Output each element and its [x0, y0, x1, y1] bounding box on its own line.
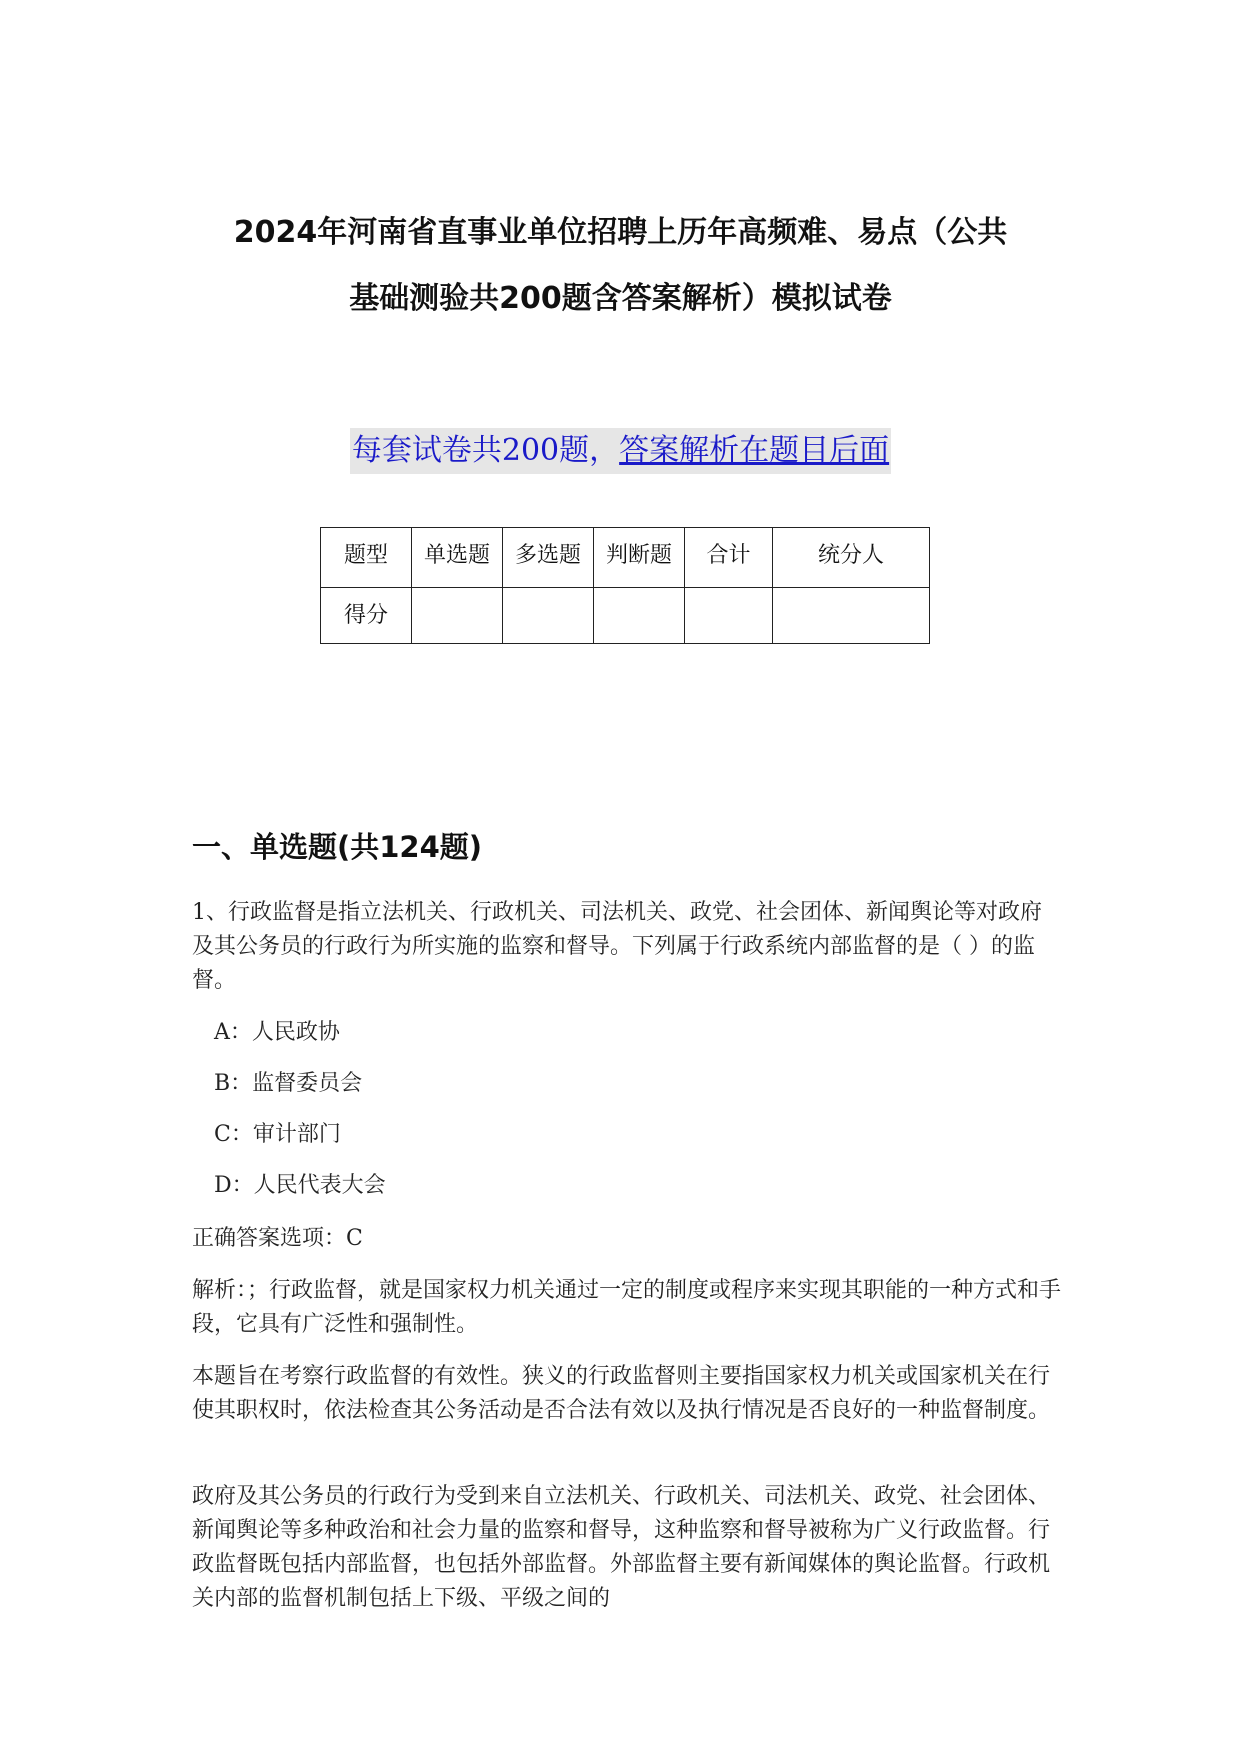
score-cell-judge[interactable]	[594, 588, 685, 644]
header-cell-scorer: 统分人	[773, 528, 930, 588]
header-cell-total: 合计	[685, 528, 773, 588]
header-cell-multi: 多选题	[503, 528, 594, 588]
header-cell-single: 单选题	[412, 528, 503, 588]
score-table-score-row	[321, 588, 930, 644]
correct-answer: 正确答案选项：C	[192, 1226, 363, 1251]
section-heading: 一、单选题(共124题)	[192, 830, 483, 864]
title-line-2: 基础测验共200题含答案解析）模拟试卷	[349, 281, 892, 316]
option-a: A：人民政协	[214, 1020, 340, 1045]
subtitle-wrap	[0, 428, 1241, 474]
row-label-score: 得分	[321, 588, 412, 644]
subtitle	[350, 428, 891, 474]
score-table-header-row	[321, 528, 930, 588]
document-title	[150, 200, 1091, 332]
score-cell-multi[interactable]	[503, 588, 594, 644]
option-c: C：审计部门	[214, 1122, 341, 1147]
subtitle-part-1: 每套试卷共200题，	[351, 433, 620, 468]
question-stem: 1、行政监督是指立法机关、行政机关、司法机关、政党、社会团体、新闻舆论等对政府及其公务员的行政行为所实施的监察和督导。下列属于行政系统内部监督的是（ ）的监督。	[192, 900, 1042, 993]
score-cell-total[interactable]	[685, 588, 773, 644]
option-b: B：监督委员会	[214, 1071, 363, 1096]
analysis-paragraph-2: 本题旨在考察行政监督的有效性。狭义的行政监督则主要指国家权力机关或国家机关在行使其职权时，依法检查其公务活动是否合法有效以及执行情况是否良好的一种监督制度。	[192, 1364, 1051, 1423]
analysis-paragraph-1: 解析：；行政监督，就是国家权力机关通过一定的制度或程序来实现其职能的一种方式和手段，它具有广泛性和强制性。	[192, 1278, 1062, 1337]
score-cell-scorer[interactable]	[773, 588, 930, 644]
option-d: D：人民代表大会	[214, 1173, 386, 1198]
header-cell-type: 题型	[321, 528, 412, 588]
subtitle-link[interactable]: 答案解析在题目后面	[619, 433, 890, 468]
score-table	[320, 527, 930, 644]
header-cell-judge: 判断题	[594, 528, 685, 588]
title-line-1: 2024年河南省直事业单位招聘上历年高频难、易点（公共	[233, 215, 1008, 250]
score-cell-single[interactable]	[412, 588, 503, 644]
analysis-paragraph-3: 政府及其公务员的行政行为受到来自立法机关、行政机关、司法机关、政党、社会团体、新闻舆论等多种政治和社会力量的监察和督导，这种监察和督导被称为广义行政监督。行政监督既包括内部监督，也包括外部监督。外部监督主要有新闻媒体的舆论监督。行政机关内部的监督机制包括上下级、平级之间的	[192, 1484, 1051, 1611]
